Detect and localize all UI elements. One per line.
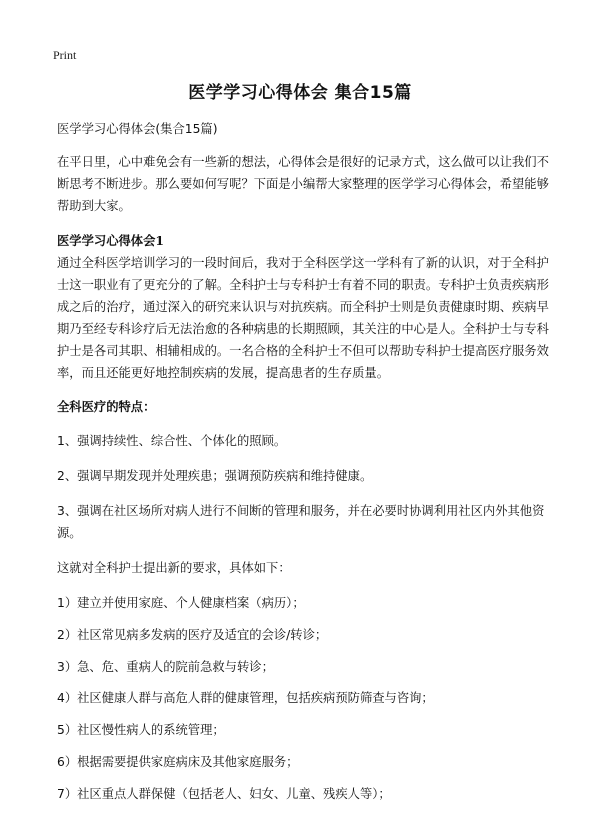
- document-title: 医学学习心得体会 集合15篇: [188, 83, 412, 103]
- requirement-item: 2）社区常见病多发病的医疗及适宜的会诊/转诊；: [57, 627, 328, 642]
- features-heading: 全科医疗的特点：: [57, 399, 156, 414]
- section-paragraph: 通过全科医学培训学习的一段时间后，我对于全科医学这一学科有了新的认识，对于全科护士这一职业有了更充分的了解。全科护士与专科护士有着不同的职责。专科护士负责疾病形成之后的治疗，通过深入的研究来认识与对抗疾病。而全科护士则是负责健康时期、疾病早期乃至经专科诊疗后无法治愈的各种病患的长期照顾，其关注的中心是人。全科护士与专科护士是各司其职、相辅相成的。一名合格的全科护士不但可以帮助专科护士提高医疗服务效率，而且还能更好地控制疾病的发展，提高患者的生存质量。: [57, 256, 549, 380]
- requirement-item: 4）社区健康人群与高危人群的健康管理，包括疾病预防筛查与咨询；: [57, 691, 434, 706]
- document-body: [57, 118, 557, 815]
- feature-item: 3、强调在社区场所对病人进行不间断的管理和服务，并在必要时协调利用社区内外其他资源。: [57, 504, 545, 540]
- requirements-intro: 这就对全科护士提出新的要求，具体如下：: [57, 561, 291, 575]
- requirement-item: 1）建立并使用家庭、个人健康档案（病历）；: [57, 596, 305, 610]
- feature-item: 2、强调早期发现并处理疾患；强调预防疾病和维持健康。: [57, 469, 373, 483]
- section-heading: 医学学习心得体会1: [57, 233, 164, 248]
- requirement-item: 7）社区重点人群保健（包括老人、妇女、儿童、残疾人等）；: [57, 786, 391, 801]
- intro-paragraph: 在平日里，心中难免会有一些新的想法，心得体会是很好的记录方式，这么做可以让我们不断思考不断进步。那么要如何写呢？下面是小编帮大家整理的医学学习心得体会，希望能够帮助到大家。: [57, 155, 549, 213]
- requirement-item: 5）社区慢性病人的系统管理；: [57, 723, 225, 738]
- requirement-item: 3）急、危、重病人的院前急救与转诊；: [57, 659, 274, 674]
- feature-item: 1、强调持续性、综合性、个体化的照顾。: [57, 434, 287, 448]
- requirement-item: 6）根据需要提供家庭病床及其他家庭服务；: [57, 754, 299, 769]
- print-link[interactable]: Print: [53, 48, 77, 62]
- document-subtitle: 医学学习心得体会(集合15篇): [57, 122, 218, 136]
